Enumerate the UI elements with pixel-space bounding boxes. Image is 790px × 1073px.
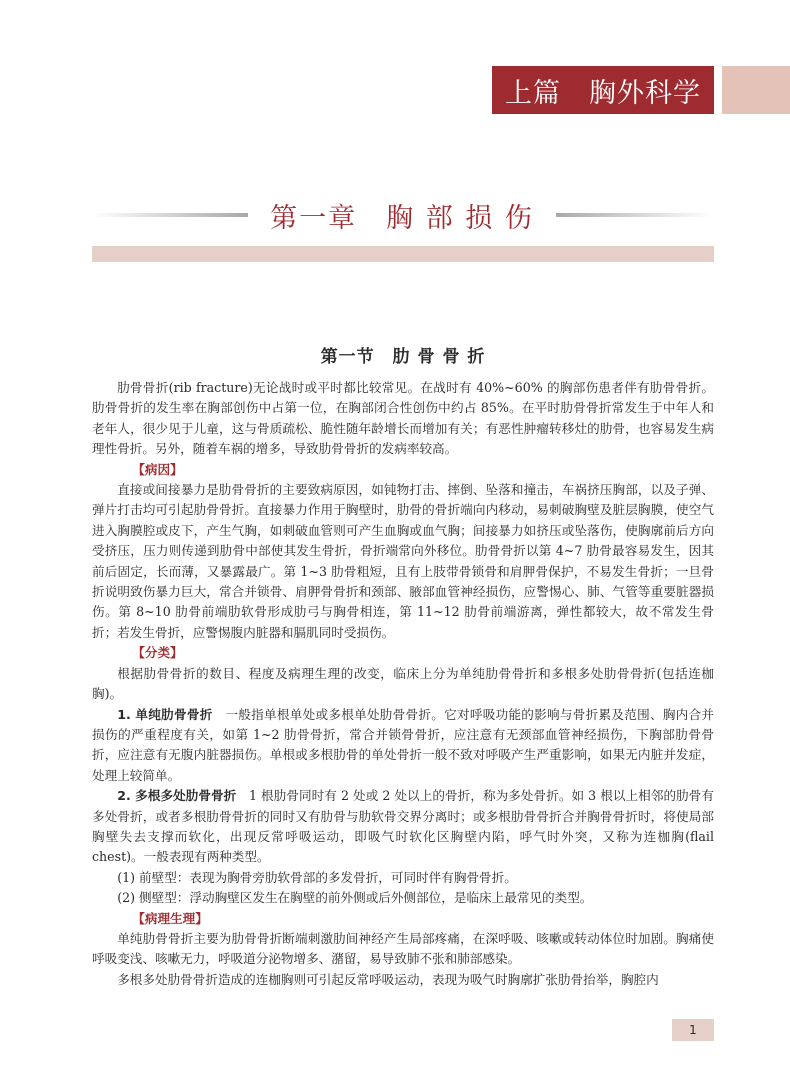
part-title-banner (492, 66, 714, 114)
heading-classification: 【分类】 (132, 645, 183, 661)
simple-fracture-paragraph (92, 705, 714, 787)
cause-paragraph: 直接或间接暴力是肋骨骨折的主要致病原因，如钝物打击、摔倒、坠落和撞击，车祸挤压胸部，以及子弹、弹片打击均可引起肋骨骨折。直接暴力作用于胸壁时，肋骨的骨折端向内移动，易刺破胸壁及脏层胸膜，使空气进入胸膜腔或皮下，产生气胸，如刺破血管则可产生血胸或血气胸；间接暴力如挤压或坠落伤，使胸廓前后方向受挤压，压力则传递到肋骨中部使其发生骨折，骨折端常向外移位。肋骨骨折以第 4~7 肋骨最容易发生，因其前后固定，长而薄，又暴露最广。第 1~3 肋骨粗短，且有上肢带骨锁骨和肩胛骨保护，不易发生骨折；一旦骨折说明致伤暴力巨大，常合并锁骨、肩胛骨骨折和颈部、腋部血管神经损伤，应警惕心、肺、气管等重要脏器损伤。第 8~10 肋骨前端肋软骨形成肋弓与胸骨相连，第 11~12 肋骨前端游离，弹性都较大，故不常发生骨折；若发生骨折，应警惕腹内脏器和膈肌同时受损伤。 (92, 482, 714, 640)
multiple-fracture-paragraph (92, 786, 714, 868)
patho-paragraph-2: 多根多处肋骨骨折造成的连枷胸则可引起反常呼吸运动，表现为吸气时胸廓扩张肋骨抬举，胸腔内 (117, 971, 659, 987)
multiple-fracture-term: 2. 多根多处肋骨骨折 (117, 788, 237, 804)
type-lateral: (2) 侧壁型：浮动胸壁区发生在胸壁的前外侧或后外侧部位，是临床上最常见的类型。 (117, 890, 593, 906)
patho-paragraph-1: 单纯肋骨骨折主要为肋骨骨折断端刺激肋间神经产生局部疼痛，在深呼吸、咳嗽或转动体位时加剧。胸痛使呼吸变浅、咳嗽无力，呼吸道分泌物增多、潴留，易导致肺不张和肺部感染。 (92, 930, 714, 967)
chapter-title: 第一章 胸 部 损 伤 (270, 202, 534, 234)
heading-pathophysiology: 【病理生理】 (132, 910, 208, 926)
classification-intro: 根据肋骨骨折的数目、程度及病理生理的改变，临床上分为单纯肋骨骨折和多根多处肋骨骨折(包括连枷胸)。 (92, 665, 714, 702)
heading-cause: 【病因】 (132, 461, 183, 477)
part-title: 上篇 胸外科学 (505, 77, 701, 109)
chapter-divider-bar (92, 246, 714, 262)
chapter-rule-left (92, 213, 248, 217)
simple-fracture-term: 1. 单纯肋骨骨折 (117, 706, 213, 722)
part-tab-decoration (722, 66, 790, 114)
simple-fracture-text: 一般指单根单处或多根单处肋骨骨折。它对呼吸功能的影响与骨折累及范围、胸内合并损伤的严重程度有关，如第 1~2 肋骨骨折，常合并锁骨骨折，应注意有无颈部血管神经损伤，下胸部肋骨骨折，应注意有无腹内脏器损伤。单根或多根肋骨的单处骨折一般不致对呼吸产生严重影响，如果无内脏并发症，处理上较简单。 (92, 706, 714, 783)
section-title: 第一节 肋 骨 骨 折 (320, 347, 486, 367)
chapter-heading (92, 195, 712, 235)
intro-paragraph: 肋骨骨折(rib fracture)无论战时或平时都比较常见。在战时有 40%~60% 的胸部伤患者伴有肋骨骨折。肋骨骨折的发生率在胸部创伤中占第一位，在胸部闭合性创伤中约占 85%。在平时肋骨骨折常发生于中年人和老年人，很少见于儿童，这与骨质疏松、脆性随年龄增长而增加有关；有恶性肿瘤转移灶的肋骨，也容易发生病理性骨折。另外，随着车祸的增多，导致肋骨骨折的发病率较高。 (92, 380, 714, 457)
page-number: 1 (672, 1019, 714, 1041)
multiple-fracture-text: 1 根肋骨同时有 2 处或 2 处以上的骨折，称为多处骨折。如 3 根以上相邻的肋骨有多处骨折，或者多根肋骨骨折的同时又有肋骨与肋软骨交界分离时；或多根肋骨骨折合并胸骨骨折时，将使局部胸壁失去支撑而软化，出现反常呼吸运动，即吸气时软化区胸壁内陷，呼气时外突，又称为连枷胸(flail chest)。一般表现有两种类型。 (92, 788, 715, 865)
body-text (92, 378, 714, 990)
type-anterior: (1) 前壁型：表现为胸骨旁肋软骨部的多发骨折，可同时伴有胸骨骨折。 (117, 869, 517, 885)
chapter-rule-right (556, 213, 712, 217)
